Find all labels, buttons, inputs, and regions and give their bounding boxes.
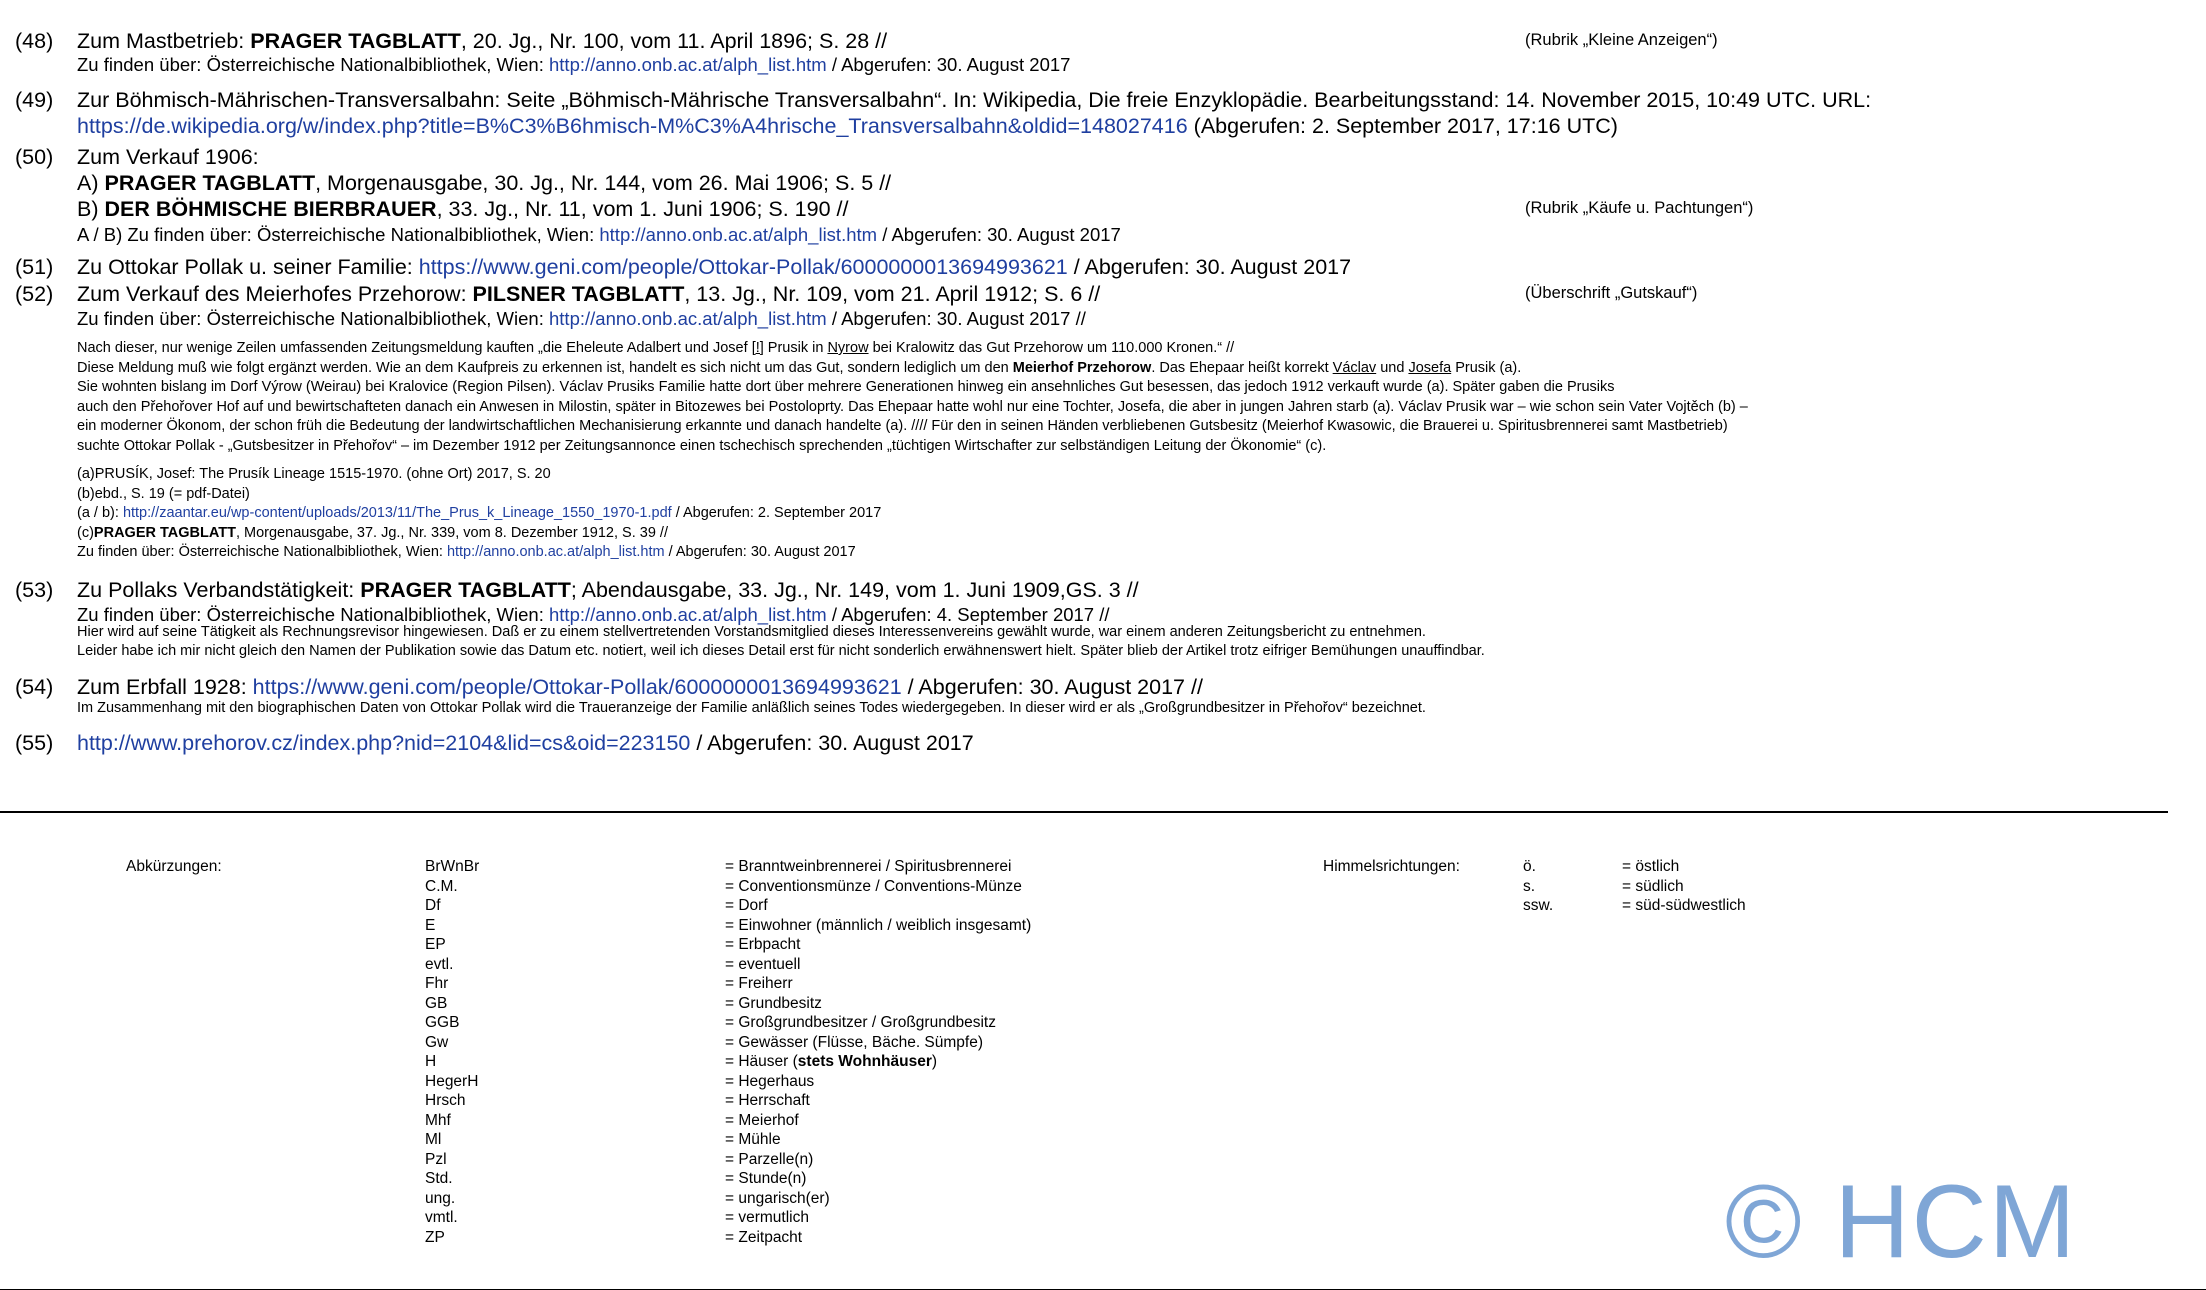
footnote-number: (54) xyxy=(15,675,54,699)
reference-c: (c)PRAGER TAGBLATT, Morgenausgabe, 37. Jg., Nr. 339, vom 8. Dezember 1912, S. 39 // xyxy=(77,524,668,541)
abbreviation-key: BrWnBr xyxy=(425,858,480,875)
footnote-title: Zu Ottokar Pollak u. seiner Familie: https://www.geni.com/people/Ottokar-Pollak/6000000013694993621 / Abgerufen: 30. August 2017 xyxy=(77,255,1352,279)
commentary-line: Hier wird auf seine Tätigkeit als Rechnungsrevisor hingewiesen. Daß er zu einem stellvertretenden Vorstandsmitglied dieses Interessenvereins gewählt wurde, war einem anderen Zeitungsbericht zu entnehmen. xyxy=(77,624,1426,640)
abbreviation-value: = Erbpacht xyxy=(725,936,801,953)
abbreviation-value: = ungarisch(er) xyxy=(725,1189,830,1207)
abbreviation-key: Hrsch xyxy=(425,1092,466,1109)
abbreviation-key: GGB xyxy=(425,1014,460,1031)
footnote-title: http://www.prehorov.cz/index.php?nid=2104&lid=cs&oid=223150 / Abgerufen: 30. August 2017 xyxy=(77,731,974,755)
direction-key: ssw. xyxy=(1523,897,1554,914)
commentary-line: Sie wohnten bislang im Dorf Výrow (Weirau) bei Kralovice (Region Pilsen). Václav Prusiks Familie hatte dort über mehrere Generationen hinweg ein ansehnliches Gut besessen, das jedoch 1912 verkauft wurde (a). Später gaben die Prusiks xyxy=(77,379,1615,395)
direction-values xyxy=(1622,857,1746,916)
separator-top xyxy=(0,811,2168,813)
abbreviation-value: = Herrschaft xyxy=(725,1092,810,1109)
abbreviation-value: = vermutlich xyxy=(725,1209,809,1226)
source-line: Zu finden über: Österreichische Nationalbibliothek, Wien: http://anno.onb.ac.at/alph_list.htm / Abgerufen: 30. August 2017 xyxy=(77,54,1071,75)
anno-link[interactable]: http://anno.onb.ac.at/alph_list.htm xyxy=(549,54,827,75)
newspaper-name: PILSNER TAGBLATT xyxy=(472,282,685,306)
footnote-number: (53) xyxy=(15,578,54,602)
commentary-paragraph xyxy=(77,339,1748,456)
abbreviation-key: Df xyxy=(425,897,441,914)
newspaper-name: PRAGER TAGBLATT xyxy=(104,171,316,195)
abbreviation-key: HegerH xyxy=(425,1072,479,1090)
copyright-watermark: © HCM xyxy=(1725,1164,2078,1280)
footnote-number: (48) xyxy=(15,29,54,53)
abbreviation-value: = Zeitpacht xyxy=(725,1228,803,1246)
abbreviation-key: Std. xyxy=(425,1170,453,1187)
commentary-line: suchte Ottokar Pollak - „Gutsbesitzer in Přehořov“ – im Dezember 1912 per Zeitungsannonce einen tschechisch sprechenden „tüchtigen Wirtschafter zur selbständigen Leitung der Ökonomie“ (c). xyxy=(77,437,1327,454)
prehorov-link[interactable]: http://www.prehorov.cz/index.php?nid=2104&lid=cs&oid=223150 xyxy=(77,731,691,755)
footnote-title: Zu Pollaks Verbandstätigkeit: PRAGER TAGBLATT; Abendausgabe, 33. Jg., Nr. 149, vom 1. Juni 1909,GS. 3 // xyxy=(77,578,1139,602)
abbreviation-value: = Einwohner (männlich / weiblich insgesamt) xyxy=(725,916,1032,934)
source-b: B) DER BÖHMISCHE BIERBRAUER, 33. Jg., Nr. 11, vom 1. Juni 1906; S. 190 // xyxy=(77,197,849,221)
abbreviation-value: = Mühle xyxy=(725,1131,781,1148)
anno-link[interactable]: http://anno.onb.ac.at/alph_list.htm xyxy=(549,308,827,329)
footnote-number: (52) xyxy=(15,282,54,306)
abbreviation-key: EP xyxy=(425,936,446,953)
abbreviation-value: = Conventionsmünze / Conventions-Münze xyxy=(725,877,1022,895)
abbreviation-key: Fhr xyxy=(425,975,449,992)
abbreviation-key: Ml xyxy=(425,1131,442,1148)
commentary-line: ein moderner Ökonom, der schon früh die Bedeutung der landwirtschaftlichen Mechanisierung erkannte und danach handelte (a). //// Für den in seinen Händen verbliebenen Gutsbesitz (Meierhof Kwasowic, die Brauerei u. Spiritusbrennerei samt Mastbetrieb) xyxy=(77,418,1728,434)
direction-keys xyxy=(1523,857,1553,916)
direction-value: = südlich xyxy=(1622,877,1684,895)
reference-list xyxy=(77,465,881,563)
footnote-title: Zur Böhmisch-Mährischen-Transversalbahn: Seite „Böhmisch-Mährische Transversalbahn“. In: Wikipedia, Die freie Enzyklopädie. Bearbeitungsstand: 14. November 2015, 10:49 UTC. URL: xyxy=(77,88,1872,112)
anno-link[interactable]: http://anno.onb.ac.at/alph_list.htm xyxy=(549,604,827,625)
reference-ab: (a / b): http://zaantar.eu/wp-content/uploads/2013/11/The_Prus_k_Lineage_1550_1970-1.pdf / Abgerufen: 2. September 2017 xyxy=(77,505,882,521)
abbreviation-value: = Gewässer (Flüsse, Bäche. Sümpfe) xyxy=(725,1033,984,1051)
rubric-note: (Rubrik „Käufe u. Pachtungen“) xyxy=(1525,199,1754,217)
abbreviation-value: = Stunde(n) xyxy=(725,1170,807,1187)
newspaper-name: PRAGER TAGBLATT xyxy=(250,29,461,53)
anno-link[interactable]: http://anno.onb.ac.at/alph_list.htm xyxy=(599,224,878,245)
footnote-title: Zum Verkauf des Meierhofes Przehorow: PILSNER TAGBLATT, 13. Jg., Nr. 109, vom 21. April 1912; S. 6 // xyxy=(77,282,1101,306)
reference-b: (b)ebd., S. 19 (= pdf-Datei) xyxy=(77,485,250,502)
commentary-line: Nach dieser, nur wenige Zeilen umfassenden Zeitungsmeldung kauften „die Eheleute Adalbert und Josef [!] Prusik in Nyrow bei Kralowitz das Gut Przehorow um 110.000 Kronen.“ // xyxy=(77,340,1235,356)
source-line: Zu finden über: Österreichische Nationalbibliothek, Wien: http://anno.onb.ac.at/alph_list.htm / Abgerufen: 4. September 2017 // xyxy=(77,604,1110,625)
reference-a: (a)PRUSÍK, Josef: The Prusík Lineage 1515-1970. (ohne Ort) 2017, S. 20 xyxy=(77,466,551,482)
direction-key: s. xyxy=(1523,877,1536,895)
abbreviation-key: ung. xyxy=(425,1189,456,1207)
wikipedia-link[interactable]: https://de.wikipedia.org/w/index.php?title=B%C3%B6hmisch-M%C3%A4hrische_Transversalbahn&oldid=148027416 xyxy=(77,114,1188,138)
direction-key: ö. xyxy=(1523,858,1536,875)
anno-link[interactable]: http://anno.onb.ac.at/alph_list.htm xyxy=(446,544,665,560)
abbreviation-key: Mhf xyxy=(425,1111,451,1129)
source-line: Zu finden über: Österreichische Nationalbibliothek, Wien: http://anno.onb.ac.at/alph_list.htm / Abgerufen: 30. August 2017 // xyxy=(77,308,1086,329)
abbreviations-heading: Abkürzungen: xyxy=(126,858,222,875)
abbreviation-key: Gw xyxy=(425,1033,449,1051)
footnote-number: (49) xyxy=(15,88,54,112)
abbreviation-value: = Großgrundbesitzer / Großgrundbesitz xyxy=(725,1014,996,1031)
abbreviation-key: vmtl. xyxy=(425,1209,458,1226)
commentary-line: Im Zusammenhang mit den biographischen Daten von Ottokar Pollak wird die Traueranzeige der Familie anläßlich seines Todes wiedergegeben. In dieser wird er als „Großgrundbesitzer in Přehořov“ bezeichnet. xyxy=(77,700,1426,716)
abbreviation-value: = Grundbesitz xyxy=(725,994,822,1012)
footnote-title: Zum Erbfall 1928: https://www.geni.com/people/Ottokar-Pollak/6000000013694993621 / Abgerufen: 30. August 2017 // xyxy=(77,675,1203,699)
direction-value: = süd-südwestlich xyxy=(1622,897,1746,914)
abbreviation-value: = eventuell xyxy=(725,955,801,973)
abbreviation-value: = Parzelle(n) xyxy=(725,1150,814,1168)
rubric-note: (Rubrik „Kleine Anzeigen“) xyxy=(1525,31,1718,49)
abbreviation-values xyxy=(725,857,1031,1247)
footnote-number: (55) xyxy=(15,731,54,755)
footnote-number: (51) xyxy=(15,255,54,279)
commentary-line: Diese Meldung muß wie folgt ergänzt werden. Wie an dem Kaufpreis zu erkennen ist, handelt es sich nicht um das Gut, sondern lediglich um den Meierhof Przehorow. Das Ehepaar heißt korrekt Václav und Josefa Prusik (a). xyxy=(77,359,1522,376)
direction-value: = östlich xyxy=(1622,858,1680,875)
abbreviation-value: = Branntweinbrennerei / Spiritusbrennerei xyxy=(725,858,1012,875)
abbreviation-key: H xyxy=(425,1053,437,1070)
source-line: A / B) Zu finden über: Österreichische Nationalbibliothek, Wien: http://anno.onb.ac.at/alph_list.htm / Abgerufen: 30. August 2017 xyxy=(77,224,1121,245)
commentary-line: Leider habe ich mir nicht gleich den Namen der Publikation sowie das Datum etc. notiert, weil ich dieses Detail erst für nicht sonderlich erwähnenswert hielt. Später blieb der Artikel trotz eifriger Bemühungen unauffindbar. xyxy=(77,643,1485,659)
pdf-link[interactable]: http://zaantar.eu/wp-content/uploads/2013/11/The_Prus_k_Lineage_1550_1970-1.pdf xyxy=(122,505,672,521)
heading-note: (Überschrift „Gutskauf“) xyxy=(1525,284,1698,302)
footnote-number: (50) xyxy=(15,145,54,169)
abbreviation-value: = Dorf xyxy=(725,897,768,914)
abbreviation-value: = Freiherr xyxy=(725,975,793,992)
abbreviation-key: evtl. xyxy=(425,955,454,973)
abbreviation-key: GB xyxy=(425,994,448,1012)
abbreviation-value: = Meierhof xyxy=(725,1111,799,1129)
reference-c-source: Zu finden über: Österreichische Nationalbibliothek, Wien: http://anno.onb.ac.at/alph_list.htm / Abgerufen: 30. August 2017 xyxy=(77,544,856,560)
commentary-line: auch den Přehořover Hof auf und bewirtschafteten danach ein Anwesen in Milostin, später in Bitozewes bei Postoloprty. Das Ehepaar hatte wohl nur eine Tochter, Josefa, die aber in jungen Jahren starb (a). Václav Prusik war – wie schon sein Vater Vojtěch (b) – xyxy=(77,398,1748,415)
abbreviation-key: Pzl xyxy=(425,1150,447,1168)
directions-heading: Himmelsrichtungen: xyxy=(1323,858,1460,875)
geni-link[interactable]: https://www.geni.com/people/Ottokar-Pollak/6000000013694993621 xyxy=(418,255,1068,279)
wikipedia-line: https://de.wikipedia.org/w/index.php?title=B%C3%B6hmisch-M%C3%A4hrische_Transversalbahn&oldid=148027416 (Abgerufen: 2. September 2017, 17:16 UTC) xyxy=(77,114,1618,138)
newspaper-name: DER BÖHMISCHE BIERBRAUER xyxy=(104,197,437,221)
source-a: A) PRAGER TAGBLATT, Morgenausgabe, 30. Jg., Nr. 144, vom 26. Mai 1906; S. 5 // xyxy=(77,171,892,195)
footnote-title: Zum Verkauf 1906: xyxy=(77,145,259,169)
abbreviation-key: ZP xyxy=(425,1228,445,1246)
abbreviation-value: = Häuser (stets Wohnhäuser) xyxy=(725,1053,938,1070)
geni-link[interactable]: https://www.geni.com/people/Ottokar-Pollak/6000000013694993621 xyxy=(252,675,902,699)
abbreviation-value: = Hegerhaus xyxy=(725,1072,815,1090)
abbreviation-key: E xyxy=(425,916,436,934)
abbreviation-keys xyxy=(425,857,479,1247)
abbreviation-key: C.M. xyxy=(425,877,458,895)
newspaper-name: PRAGER TAGBLATT xyxy=(360,578,571,602)
footnote-title: Zum Mastbetrieb: PRAGER TAGBLATT, 20. Jg., Nr. 100, vom 11. April 1896; S. 28 // xyxy=(77,29,888,53)
